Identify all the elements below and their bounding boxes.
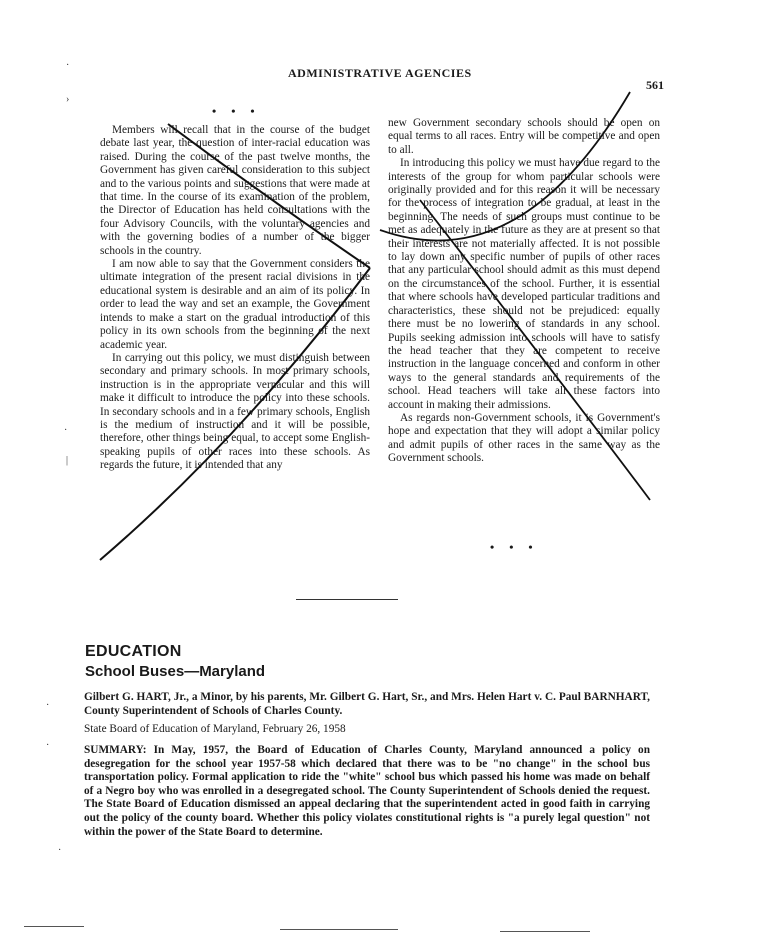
left-paragraph-2: I am now able to say that the Government considers the ultimate integration of the present racial divisions in the educational system is desirable and an aim of its policy. In order to lead the way and set an example, the Government intends to make a start on the gradual introduction of this policy in its own schools from the beginning of the next academic year. bbox=[100, 258, 370, 351]
case-parties: Gilbert G. HART, Jr., a Minor, by his parents, Mr. Gilbert G. Hart, Sr., and Mrs. Helen Hart v. C. Paul BARNHART, County Superintendent of Schools of Charles County. bbox=[84, 691, 650, 717]
left-paragraph-3: In carrying out this policy, we must distinguish between secondary and primary schools. In most primary schools, instruction is in the appropriate vernacular and this will make it difficult to introduce the policy into these schools. In secondary schools and in a few primary schools, English is the medium of instruction and it will be possible, therefore, other things being equal, to accept some English-speaking pupils of other races into these schools. As regards the future, it is intended that any bbox=[100, 351, 370, 472]
section-divider bbox=[296, 599, 398, 600]
right-column bbox=[388, 117, 660, 466]
margin-mark: · bbox=[64, 425, 68, 436]
scan-artifact-rule bbox=[500, 931, 590, 932]
case-court: State Board of Education of Maryland, February 26, 1958 bbox=[84, 723, 346, 735]
page-number: 561 bbox=[646, 78, 664, 92]
subsection-title: School Buses—Maryland bbox=[85, 663, 266, 680]
left-column bbox=[100, 124, 370, 473]
right-continuation: new Government secondary schools should be open on equal terms to all races. Entry will be competitive and open to all. bbox=[388, 117, 660, 156]
margin-mark: | bbox=[66, 455, 69, 466]
section-dots-top: • • • bbox=[212, 104, 261, 118]
margin-mark: · bbox=[66, 60, 70, 71]
right-paragraph-1: In introducing this policy we must have due regard to the interests of the group for whom particular schools were originally provided and for this reason it will be necessary for the process of integration to be gradual, at least in the beginning. The needs of such groups must continue to be met as adequately in the future as they are at present so that their interests are not materially affected. It is not possible to lay down any specific number of pupils of other races that any particular school should admit as this must depend on the circumstances of the school. Further, it is essential that where schools have developed particular traditions and characteristics, these should not be prejudiced: equally there must be no lowering of standards in any school. Pupils seeking admission into schools will have to satisfy the head teacher that they are competent to receive instruction in the language concerned and conform in other ways to the general standards and requirements of the school. Head teachers will take all these factors into account in making their admissions. bbox=[388, 157, 660, 411]
right-paragraph-2: As regards non-Government schools, it is Government's hope and expectation that they will adopt a similar policy and admit pupils of other races in the same way as the Government schools. bbox=[388, 411, 660, 465]
margin-mark: · bbox=[58, 845, 62, 856]
margin-mark: · bbox=[46, 700, 50, 711]
margin-mark: · bbox=[46, 740, 50, 751]
running-head: ADMINISTRATIVE AGENCIES bbox=[288, 66, 472, 80]
case-summary: SUMMARY: In May, 1957, the Board of Education of Charles County, Maryland announced a policy on desegregation for the school year 1957-58 which declared that there was to be "no change" in the school bus transportation policy. Formal application to ride the "white" school bus which passed his home was made on behalf of a Negro boy who was enrolled in a desegregated school. The County Superintendent of Schools denied the request. The State Board of Education dismissed an appeal declaring that the superintendent acted in good faith in carrying out the policy of the county board. Whether this policy violates constitutional rights is "a purely legal question" not within the power of the State Board to determine. bbox=[84, 744, 650, 838]
section-dots-bottom: • • • bbox=[490, 540, 539, 554]
scan-artifact-rule bbox=[24, 926, 84, 927]
margin-mark: › bbox=[66, 94, 70, 105]
left-paragraph-1: Members will recall that in the course of the budget debate last year, the question of inter-racial education was raised. During the course of the past twelve months, the Government has given careful consideration to this subject and to the various points and suggestions that were made at that time. In the course of its examination of the problem, the Director of Education has held consultations with the four Advisory Councils, with the voluntary agencies and with the governing bodies of a number of the bigger schools in the country. bbox=[100, 124, 370, 257]
section-title: EDUCATION bbox=[85, 643, 182, 660]
scan-artifact-rule bbox=[280, 929, 398, 930]
